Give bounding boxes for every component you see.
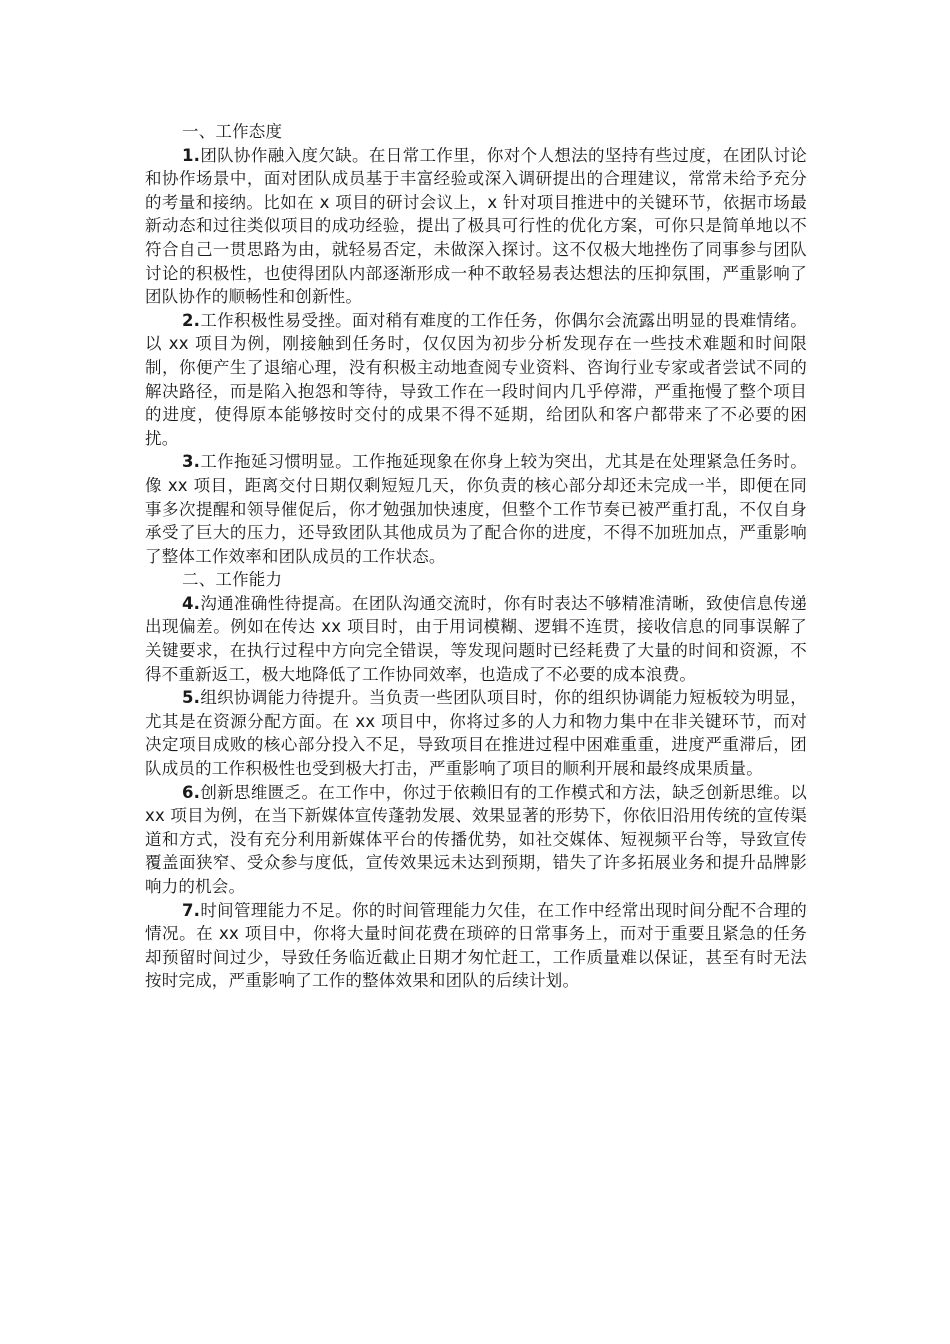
section-heading-attitude: 一、工作态度 (182, 122, 283, 141)
document-page (145, 120, 807, 993)
paragraph-item-7 (145, 899, 807, 993)
item-number: 3. (182, 452, 201, 472)
item-number: 1. (182, 145, 201, 165)
item-text: 组织协调能力待提升。当负责一些团队项目时，你的组织协调能力短板较为明显，尤其是在资源分配方面。在 xx 项目中，你将过多的人力和物力集中在非关键环节，而对决定项目成败的核心部分投入不足，导致项目在推进过程中困难重重，进度严重滞后，团队成员的工作积极性也受到极大打击，严重影响了项目的顺利开展和最终成果质量。 (145, 688, 807, 779)
paragraph-item-3 (145, 450, 807, 568)
item-text: 工作拖延习惯明显。工作拖延现象在你身上较为突出，尤其是在处理紧急任务时。像 xx 项目，距离交付日期仅剩短短几天，你负责的核心部分却还未完成一半，即便在同事多次提醒和领导催促后，你才勉强加快速度，但整个工作节奏已被严重打乱，不仅自身承受了巨大的压力，还导致团队其他成员为了配合你的进度，不得不加班加点，严重影响了整体工作效率和团队成员的工作状态。 (145, 452, 807, 566)
item-number: 4. (182, 593, 201, 613)
section-heading-ability: 二、工作能力 (182, 570, 283, 590)
item-text: 时间管理能力不足。你的时间管理能力欠佳，在工作中经常出现时间分配不合理的情况。在 xx 项目中，你将大量时间花费在琐碎的日常事务上，而对于重要且紧急的任务却预留时间过少，导致任务临近截止日期才匆忙赶工，工作质量难以保证，甚至有时无法按时完成，严重影响了工作的整体效果和团队的后续计划。 (145, 900, 807, 991)
paragraph-item-5 (145, 686, 807, 780)
paragraph-item-6 (145, 781, 807, 899)
item-number: 7. (182, 900, 201, 920)
item-text: 沟通准确性待提高。在团队沟通交流时，你有时表达不够精准清晰，致使信息传递出现偏差。例如在传达 xx 项目时，由于用词模糊、逻辑不连贯，接收信息的同事误解了关键要求，在执行过程中方向完全错误，等发现问题时已经耗费了大量的时间和资源，不得不重新返工，极大地降低了工作协同效率，也造成了不必要的成本浪费。 (145, 593, 807, 684)
item-number: 2. (182, 310, 201, 330)
paragraph-item-4 (145, 592, 807, 686)
item-number: 5. (182, 688, 201, 708)
paragraph-item-2 (145, 309, 807, 451)
item-number: 6. (182, 782, 201, 802)
item-text: 团队协作融入度欠缺。在日常工作里，你对个人想法的坚持有些过度，在团队讨论和协作场景中，面对团队成员基于丰富经验或深入调研提出的合理建议，常常未给予充分的考量和接纳。比如在 x 项目的研讨会议上，x 针对项目推进中的关键环节，依据市场最新动态和过往类似项目的成功经验，提出了极具可行性的优化方案，可你只是简单地以不符合自己一贯思路为由，就轻易否定，未做深入探讨。这不仅极大地挫伤了同事参与团队讨论的积极性，也使得团队内部逐渐形成一种不敢轻易表达想法的压抑氛围，严重影响了团队协作的顺畅性和创新性。 (145, 145, 807, 307)
item-text: 工作积极性易受挫。面对稍有难度的工作任务，你偶尔会流露出明显的畏难情绪。以 xx 项目为例，刚接触到任务时，仅仅因为初步分析发现存在一些技术难题和时间限制，你便产生了退缩心理，没有积极主动地查阅专业资料、咨询行业专家或者尝试不同的解决路径，而是陷入抱怨和等待，导致工作在一段时间内几乎停滞，严重拖慢了整个项目的进度，使得原本能够按时交付的成果不得不延期，给团队和客户都带来了不必要的困扰。 (145, 310, 807, 448)
item-text: 创新思维匮乏。在工作中，你过于依赖旧有的工作模式和方法，缺乏创新思维。以 xx 项目为例，在当下新媒体宣传蓬勃发展、效果显著的形势下，你依旧沿用传统的宣传渠道和方式，没有充分利用新媒体平台的传播优势，如社交媒体、短视频平台等，导致宣传覆盖面狭窄、受众参与度低，宣传效果远未达到预期，错失了许多拓展业务和提升品牌影响力的机会。 (145, 782, 807, 896)
paragraph-item-1 (145, 144, 807, 309)
